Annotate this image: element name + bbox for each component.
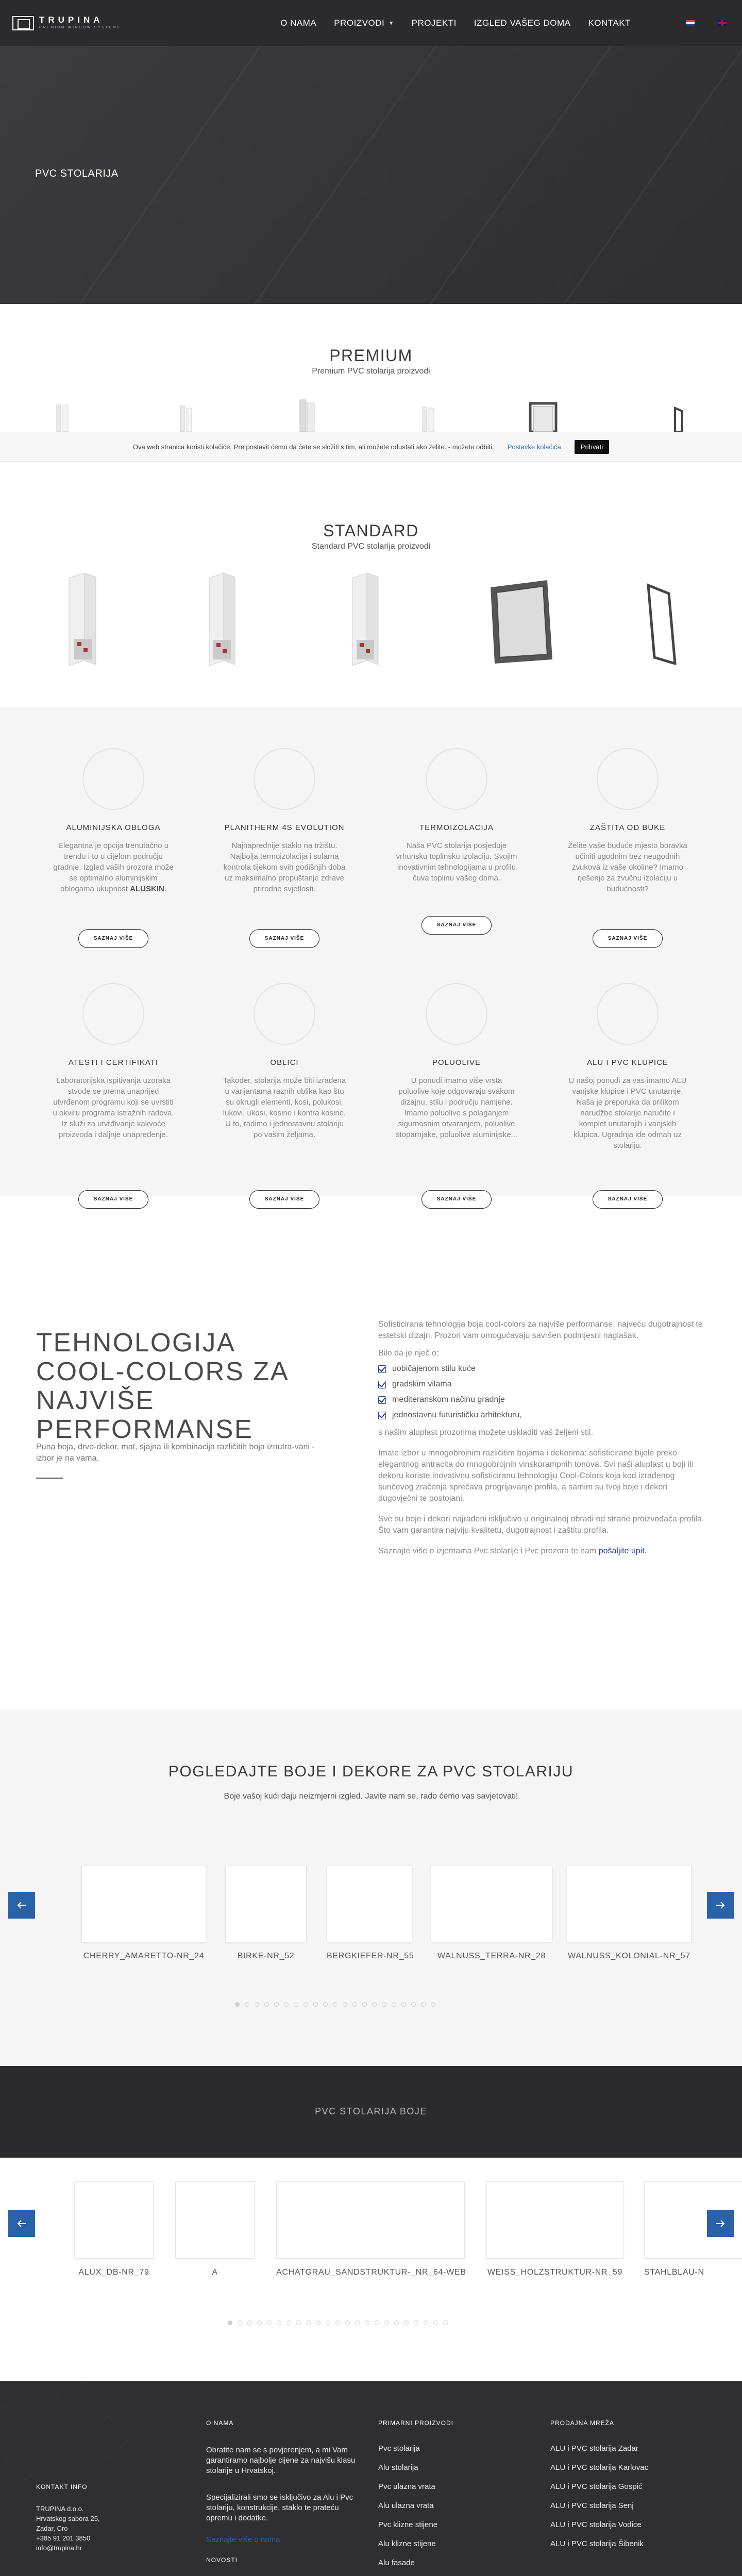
footer-contact <box>36 2504 100 2553</box>
nav-item-kontakt[interactable] <box>588 18 631 28</box>
cookie-bar <box>0 432 742 462</box>
boje-swatch <box>486 2181 623 2259</box>
standard-product-1[interactable] <box>54 573 115 671</box>
footer-contact-heading: KONTAKT INFO <box>36 2483 88 2490</box>
premium-product-window[interactable] <box>529 402 558 432</box>
check-icon <box>378 1412 386 1419</box>
feature-atesti <box>52 983 175 1140</box>
color-swatch-card[interactable] <box>567 1865 692 1961</box>
hero-title: PVC STOLARIJA <box>35 168 119 179</box>
feature-text: Naša PVC stolarija posjeduje vrhunsku toplinsku izolaciju. Svojim inovativnim tehnologijama u profilu čuva toplinu vašeg doma. <box>396 841 517 883</box>
footer-network-list <box>550 2439 648 2553</box>
standard-product-2[interactable] <box>192 573 254 671</box>
color-swatch-card[interactable] <box>327 1865 412 1961</box>
boje-swatch-label: WEISS_HOLZSTRUKTUR-NR_59 <box>487 2268 623 2277</box>
tech-paragraph-1: Imate izbor u mnogobrojnim različitim bojama i dekorima: sofisticirane bijele preko elegantnog antracita do mnogobrojnih vinskorampnih tonova. Svi naši aluplast u boji ili dekoru koriste inovativnu sofisticiranu tehnologiju Cool-Colors koja kod izrađenog sunčevog zračenja sprečava progrijavanje profila, a samim su tvoji boje i dekori dugovječni te postojani. <box>378 1449 694 1503</box>
standard-product-door[interactable] <box>642 582 683 665</box>
cookie-accept-button[interactable]: Prihvati <box>575 440 609 454</box>
tech-after-list: s našim aluplast prozorima možete uskladiti vaš željeni stil. <box>378 1428 594 1437</box>
tech-subtitle: Puna boja, drvo-dekor, mat, sjajna ili kombinacija različitih boja iznutra-vani - izbor je na vama. <box>36 1443 315 1463</box>
hero-decor-line <box>373 46 640 304</box>
pagination-dot[interactable] <box>274 2002 279 2007</box>
chevron-down-icon: ▼ <box>389 21 394 27</box>
footer-phone[interactable]: +385 91 201 3850 <box>36 2534 91 2542</box>
feature-text: Laboratorijska ispitivanja uzoraka stvode se prema unaprijed utvrđenom programu koji se uvrstiti u okviru programa istražnih radova. Iz služi za utvrđivanje kakvoće proizvoda i daljnje unapređenje. <box>53 1076 174 1139</box>
footer-network-link[interactable]: ALU i PVC stolarija Gospić <box>550 2482 643 2491</box>
feature-text: U ponudi imamo više vrsta poluolive koje odgovaraju svakom dizajnu, stilu i području namjene. Imamo poluolive s polaganjem sigurnosnim otvaranjem, poluolive stoparnjake, poluolive aluminijske... <box>396 1076 517 1139</box>
pagination-dot[interactable] <box>365 2320 369 2325</box>
footer-email[interactable]: info@trupina.hr <box>36 2544 82 2552</box>
color-swatch <box>431 1865 552 1942</box>
pagination-dot[interactable] <box>343 2002 347 2007</box>
croatian-flag-icon[interactable] <box>686 20 695 26</box>
pagination-dot[interactable] <box>333 2002 338 2007</box>
hero-decor-line <box>198 46 465 304</box>
hero-decor-line <box>507 46 742 304</box>
pagination-dot[interactable] <box>296 2320 301 2325</box>
boje-pagination <box>228 2320 448 2325</box>
pagination-dot[interactable] <box>362 2002 367 2007</box>
pagination-dot[interactable] <box>375 2320 379 2325</box>
language-switcher <box>686 20 727 26</box>
pagination-dot[interactable] <box>277 2320 281 2325</box>
pagination-dot[interactable] <box>404 2320 409 2325</box>
footer-about-text-1: Obratite nam se s povjerenjem, a mi Vam garantiramo najbolje cijene za najvišu klasu stolarije u Hrvatskoj. <box>206 2446 356 2475</box>
pagination-dot[interactable] <box>257 2320 262 2325</box>
nav-item-izgled-vaseg-doma[interactable] <box>474 18 571 28</box>
send-inquiry-link[interactable]: pošaljite upit. <box>598 1547 647 1555</box>
feature-more-button[interactable]: SAZNAJ VIŠE <box>421 916 492 935</box>
color-swatch <box>327 1865 412 1942</box>
feature-more-button[interactable]: SAZNAJ VIŠE <box>249 929 319 948</box>
premium-title: PREMIUM <box>329 346 413 365</box>
footer-product-link[interactable] <box>378 2572 437 2576</box>
pagination-dot[interactable] <box>313 2002 318 2007</box>
feature-icon <box>82 983 144 1045</box>
feature-termoizolacija <box>395 748 518 884</box>
color-swatch-label: CHERRY_AMARETTO-NR_24 <box>83 1952 205 1960</box>
tech-list-item <box>378 1392 708 1408</box>
footer-decor <box>87 2416 130 2460</box>
pagination-dot[interactable] <box>255 2002 259 2007</box>
feature-icon <box>597 748 659 810</box>
pagination-dot[interactable] <box>355 2320 360 2325</box>
boje-swatch <box>276 2181 465 2259</box>
nav-item-projekti[interactable] <box>412 18 457 28</box>
footer-product-link[interactable]: Pvc ulazna vrata <box>378 2482 435 2491</box>
boje-prev-button[interactable] <box>8 2210 35 2237</box>
feature-icon <box>426 748 487 810</box>
pagination-dot[interactable] <box>264 2002 269 2007</box>
boje-swatch-label: ACHATGRAU_SANDSTRUKTUR-_NR_64-WEB <box>276 2268 466 2277</box>
pagination-dot[interactable] <box>443 2320 448 2325</box>
color-swatch <box>225 1865 307 1942</box>
arrow-left-icon <box>15 1899 28 1911</box>
feature-text: Elegantna je opcija trenutačno u trendu i to u cijelom području gradnje. Izgled vaših prozora može se optimalno aluminijskim oblogama ukupnost ALUSKIN. <box>53 841 174 893</box>
pagination-dot[interactable] <box>245 2002 249 2007</box>
pagination-dot[interactable] <box>267 2320 272 2325</box>
pagination-dot[interactable] <box>247 2320 252 2325</box>
boje-swatch-label: ALUX_DB-NR_79 <box>78 2268 149 2277</box>
feature-icon <box>254 983 315 1045</box>
arrow-right-icon <box>714 1899 727 1911</box>
check-icon <box>378 1396 386 1404</box>
feature-title: ZAŠTITA OD BUKE <box>589 823 666 832</box>
color-swatch-card[interactable] <box>81 1865 206 1961</box>
feature-text: Također, stolarija može biti izrađena u varijantama raznih oblika kao što su okrugli elementi, kosi, polukosi, lukovi, ukosi, kosine i kontra kosine. U to, radimo i jednostavnu stolariju po vašim željama. <box>223 1076 346 1139</box>
pagination-dot[interactable] <box>392 2002 396 2007</box>
pagination-dot[interactable] <box>238 2320 242 2325</box>
tech-intro: Sofisticirana tehnologija boja cool-colors za najviše performanse, najveću dugotrajnost te estetski dizajn. Prozori vam omogućavaju savršen podmjesni naglašak. <box>378 1320 703 1340</box>
pagination-dot[interactable] <box>306 2320 311 2325</box>
tech-list-text: uobičajenom stilu kuće <box>392 1364 476 1373</box>
pagination-dot[interactable] <box>286 2320 291 2325</box>
main-nav <box>280 0 696 46</box>
feature-text: Želite vaše buduće mjesto boravka učiniti ugodnim bez neugodnih zvukova iz vaše okoline? Imamo rješenje za zvučnu izolaciju u budućnosti? <box>568 841 687 893</box>
footer-network-link[interactable]: ALU i PVC stolarija Senj <box>550 2501 634 2510</box>
features-section <box>0 707 742 1202</box>
premium-product-2[interactable] <box>170 401 201 432</box>
arrow-left-icon <box>15 2217 28 2230</box>
nav-label: O NAMA <box>280 18 317 28</box>
footer-product-link[interactable]: Alu klizne stijene <box>378 2539 436 2548</box>
boje-swatch-label: STAHLBLAU-N <box>644 2268 704 2277</box>
pagination-dot[interactable] <box>424 2320 428 2325</box>
logo[interactable] <box>12 15 136 31</box>
pagination-dot[interactable] <box>294 2002 298 2007</box>
nav-label: KONTAKT <box>588 18 631 28</box>
boje-swatch-label: A <box>212 2268 218 2277</box>
standard-product-window[interactable] <box>485 577 558 665</box>
boje-title: PVC STOLARIJA BOJE <box>315 2106 427 2116</box>
cookie-text: Ova web stranica koristi kolačiće. Pretpostavit ćemo da ćete se složiti s tim, ali možete odustati ako želite. - možete odbiti. <box>132 443 494 451</box>
footer-product-link[interactable]: Alu fasade <box>378 2558 415 2567</box>
footer-product-link[interactable]: Pvc stolarija <box>378 2444 420 2453</box>
pagination-dot[interactable] <box>316 2320 321 2325</box>
standard-title: STANDARD <box>323 521 419 540</box>
site-header <box>0 0 742 46</box>
premium-product-1[interactable] <box>49 401 80 432</box>
pagination-dot[interactable] <box>284 2002 289 2007</box>
premium-subtitle: Premium PVC stolarija proizvodi <box>312 367 430 376</box>
feature-icon <box>82 748 144 810</box>
colors-next-button[interactable] <box>707 1892 734 1919</box>
footer-product-link[interactable]: Pvc klizne stijene <box>378 2520 438 2529</box>
standard-product-3[interactable] <box>336 573 398 671</box>
tech-divider <box>36 1478 63 1479</box>
tech-list <box>378 1361 708 1423</box>
feature-more-button[interactable]: SAZNAJ VIŠE <box>78 929 148 948</box>
pagination-dot[interactable] <box>326 2320 330 2325</box>
boje-swatch <box>175 2181 255 2259</box>
color-swatch-card[interactable] <box>431 1865 552 1961</box>
footer-products-list <box>378 2439 437 2576</box>
color-swatch-label: WALNUSS_KOLONIAL-NR_57 <box>568 1952 690 1960</box>
feature-title: OBLICI <box>270 1058 299 1067</box>
tech-list-item <box>378 1377 708 1392</box>
pagination-dot[interactable] <box>411 2002 416 2007</box>
feature-text: Najnaprednije staklo na tržištu. Najbolja termoizolacija i solarna kontrola tijekom svih godišnjih doba uz maksimalno propuštanje zdrave prirodne svjetlosti. <box>223 841 346 893</box>
pagination-dot[interactable] <box>372 2002 377 2007</box>
color-swatch-label: WALNUSS_TERRA-NR_28 <box>437 1952 546 1960</box>
footer-network-link[interactable]: ALU i PVC stolarija Šibenik <box>550 2539 644 2548</box>
tech-title: TEHNOLOGIJA COOL-COLORS ZA NAJVIŠE PERFORMANSE <box>36 1328 288 1444</box>
pagination-dot[interactable] <box>323 2002 328 2007</box>
footer-network-heading: PRODAJNA MREŽA <box>550 2419 615 2427</box>
footer-network-link[interactable]: ALU i PVC stolarija Zadar <box>550 2444 638 2453</box>
pagination-dot[interactable] <box>382 2002 386 2007</box>
footer-product-link[interactable]: Alu ulazna vrata <box>378 2501 434 2510</box>
feature-more-button[interactable]: SAZNAJ VIŠE <box>249 1190 319 1209</box>
logo-tagline: PREMIUM WINDOW SYSTEMS <box>39 26 121 29</box>
tech-final <box>378 1546 708 1557</box>
feature-klupice <box>566 983 689 1151</box>
pagination-dot[interactable] <box>384 2320 389 2325</box>
pagination-dot[interactable] <box>335 2320 340 2325</box>
boje-swatch-card[interactable] <box>276 2181 465 2277</box>
pagination-dot[interactable] <box>228 2320 232 2325</box>
feature-icon <box>426 983 487 1045</box>
boje-next-button[interactable] <box>707 2210 734 2237</box>
colors-pagination <box>235 2002 435 2007</box>
color-swatch <box>567 1865 692 1942</box>
feature-more-button[interactable]: SAZNAJ VIŠE <box>593 1190 663 1209</box>
feature-aluminijska-obloga <box>52 748 175 894</box>
colors-subtitle: Boje vašoj kući daju neizmjerni izgled. Javite nam se, rado ćemo vas savjetovati! <box>224 1792 518 1801</box>
feature-title: ALU I PVC KLUPICE <box>587 1058 668 1067</box>
feature-more-button[interactable]: SAZNAJ VIŠE <box>78 1190 148 1209</box>
feature-title: PLANITHERM 4S EVOLUTION <box>224 823 345 832</box>
footer-decor <box>0 2381 27 2408</box>
footer-network-link[interactable]: ALU i PVC stolarija Karlovac <box>550 2463 649 2472</box>
footer-news-heading: NOVOSTI <box>206 2556 238 2564</box>
pagination-dot[interactable] <box>414 2320 418 2325</box>
footer-products-heading: PRIMARNI PROIZVODI <box>378 2419 454 2427</box>
premium-product-3[interactable] <box>292 397 323 432</box>
footer-network-link[interactable]: ALU i PVC stolarija Vodice <box>550 2520 642 2529</box>
tech-list-item <box>378 1408 708 1423</box>
feature-title: TERMOIZOLACIJA <box>419 823 494 832</box>
pagination-dot[interactable] <box>421 2002 426 2007</box>
feature-zastita-od-buke <box>566 748 689 894</box>
feature-icon <box>597 983 659 1045</box>
tech-final-text: Saznajte više o izjemama Pvc stolarije i Pvc prozora te nam <box>378 1547 599 1555</box>
feature-oblici <box>223 983 346 1140</box>
cookie-settings-link[interactable]: Postavke kolačića <box>507 443 561 451</box>
footer-product-link[interactable]: Alu stolarija <box>378 2463 418 2472</box>
pagination-dot[interactable] <box>345 2320 350 2325</box>
nav-label: PROIZVODI <box>334 18 385 28</box>
feature-icon <box>254 748 315 810</box>
tech-list-item <box>378 1361 708 1377</box>
footer-contact-line: Hrvatskog sabora 25, <box>36 2515 100 2522</box>
pagination-dot[interactable] <box>352 2002 357 2007</box>
pagination-dot[interactable] <box>433 2320 438 2325</box>
pagination-dot[interactable] <box>303 2002 308 2007</box>
color-swatch <box>81 1865 206 1942</box>
footer-about-link[interactable]: Saznajte više o nama <box>206 2535 280 2544</box>
tech-content <box>378 1319 708 1563</box>
site-footer <box>0 2381 742 2576</box>
nav-label: IZGLED VAŠEG DOMA <box>474 18 571 28</box>
hero-banner <box>0 46 742 304</box>
feature-more-button[interactable]: SAZNAJ VIŠE <box>593 929 663 948</box>
nav-item-proizvodi[interactable] <box>334 18 394 28</box>
feature-text-bold: ALUSKIN <box>130 885 164 893</box>
footer-about-heading: O NAMA <box>206 2419 234 2427</box>
boje-swatch <box>74 2181 154 2259</box>
color-swatch-label: BIRKE-NR_52 <box>237 1952 295 1960</box>
nav-label: PROJEKTI <box>411 18 457 28</box>
feature-text: U našoj ponudi za vas imamo ALU vanjske klupice i PVC unutarnje. Naša je preporuka da prilikom narudžbe stolarije naručite i komplet unutarnjih i vanjskih klupica. Ugradnja ide odmah uz stolariju. <box>568 1076 687 1150</box>
tech-list-intro: Bilo da je riječ o: <box>378 1349 439 1358</box>
premium-product-door[interactable] <box>665 407 685 432</box>
feature-poluolive <box>395 983 518 1140</box>
footer-contact-line: TRUPINA d.o.o. <box>36 2505 84 2513</box>
nav-item-o-nama[interactable] <box>280 18 316 28</box>
arrow-right-icon <box>714 2217 727 2230</box>
color-swatch-card[interactable] <box>225 1865 307 1961</box>
tech-list-text: jednostavnu futurističku arhitekturu, <box>392 1411 522 1419</box>
feature-planitherm <box>223 748 346 894</box>
footer-contact-line: Zadar, Cro <box>36 2524 68 2532</box>
tech-paragraph-2: Sve su boje i dekori najrađeni isključivo u originalnoj obradi od strane proizvođača profila. Što vam garantira najviju kvalitetu, dugotrajnost i zaštitu profila. <box>378 1515 704 1535</box>
tech-list-text: mediteranskom načinu gradnje <box>392 1395 505 1404</box>
boje-swatch-card[interactable] <box>486 2181 623 2277</box>
colors-prev-button[interactable] <box>8 1892 35 1919</box>
premium-product-4[interactable] <box>412 402 443 432</box>
footer-about-text-2: Specijalizirali smo se isključivo za Alu i Pvc stolariju, konstrukcije, staklo te prateću opremu i dodatke. <box>206 2493 353 2522</box>
boje-swatch-card[interactable] <box>74 2181 154 2277</box>
check-icon <box>378 1365 386 1373</box>
logo-mark-icon <box>12 16 34 30</box>
color-swatch-label: BERGKIEFER-NR_55 <box>327 1952 414 1960</box>
pagination-dot[interactable] <box>394 2320 399 2325</box>
feature-more-button[interactable]: SAZNAJ VIŠE <box>421 1190 492 1209</box>
feature-title: ATESTI I CERTIFIKATI <box>68 1058 159 1067</box>
english-flag-icon[interactable] <box>718 20 727 26</box>
boje-swatch-card[interactable] <box>175 2181 255 2277</box>
logo-name: TRUPINA <box>39 15 104 25</box>
pagination-dot[interactable] <box>431 2002 435 2007</box>
feature-title: POLUOLIVE <box>432 1058 481 1067</box>
footer-decor <box>4 2437 48 2481</box>
colors-title: POGLEDAJTE BOJE I DEKORE ZA PVC STOLARIJU <box>168 1763 574 1780</box>
pagination-dot[interactable] <box>235 2002 240 2007</box>
check-icon <box>378 1381 386 1388</box>
pagination-dot[interactable] <box>401 2002 406 2007</box>
feature-title: ALUMINIJSKA OBLOGA <box>66 823 161 832</box>
standard-subtitle: Standard PVC stolarija proizvodi <box>311 542 431 551</box>
tech-list-text: gradskim vilama <box>392 1380 452 1388</box>
